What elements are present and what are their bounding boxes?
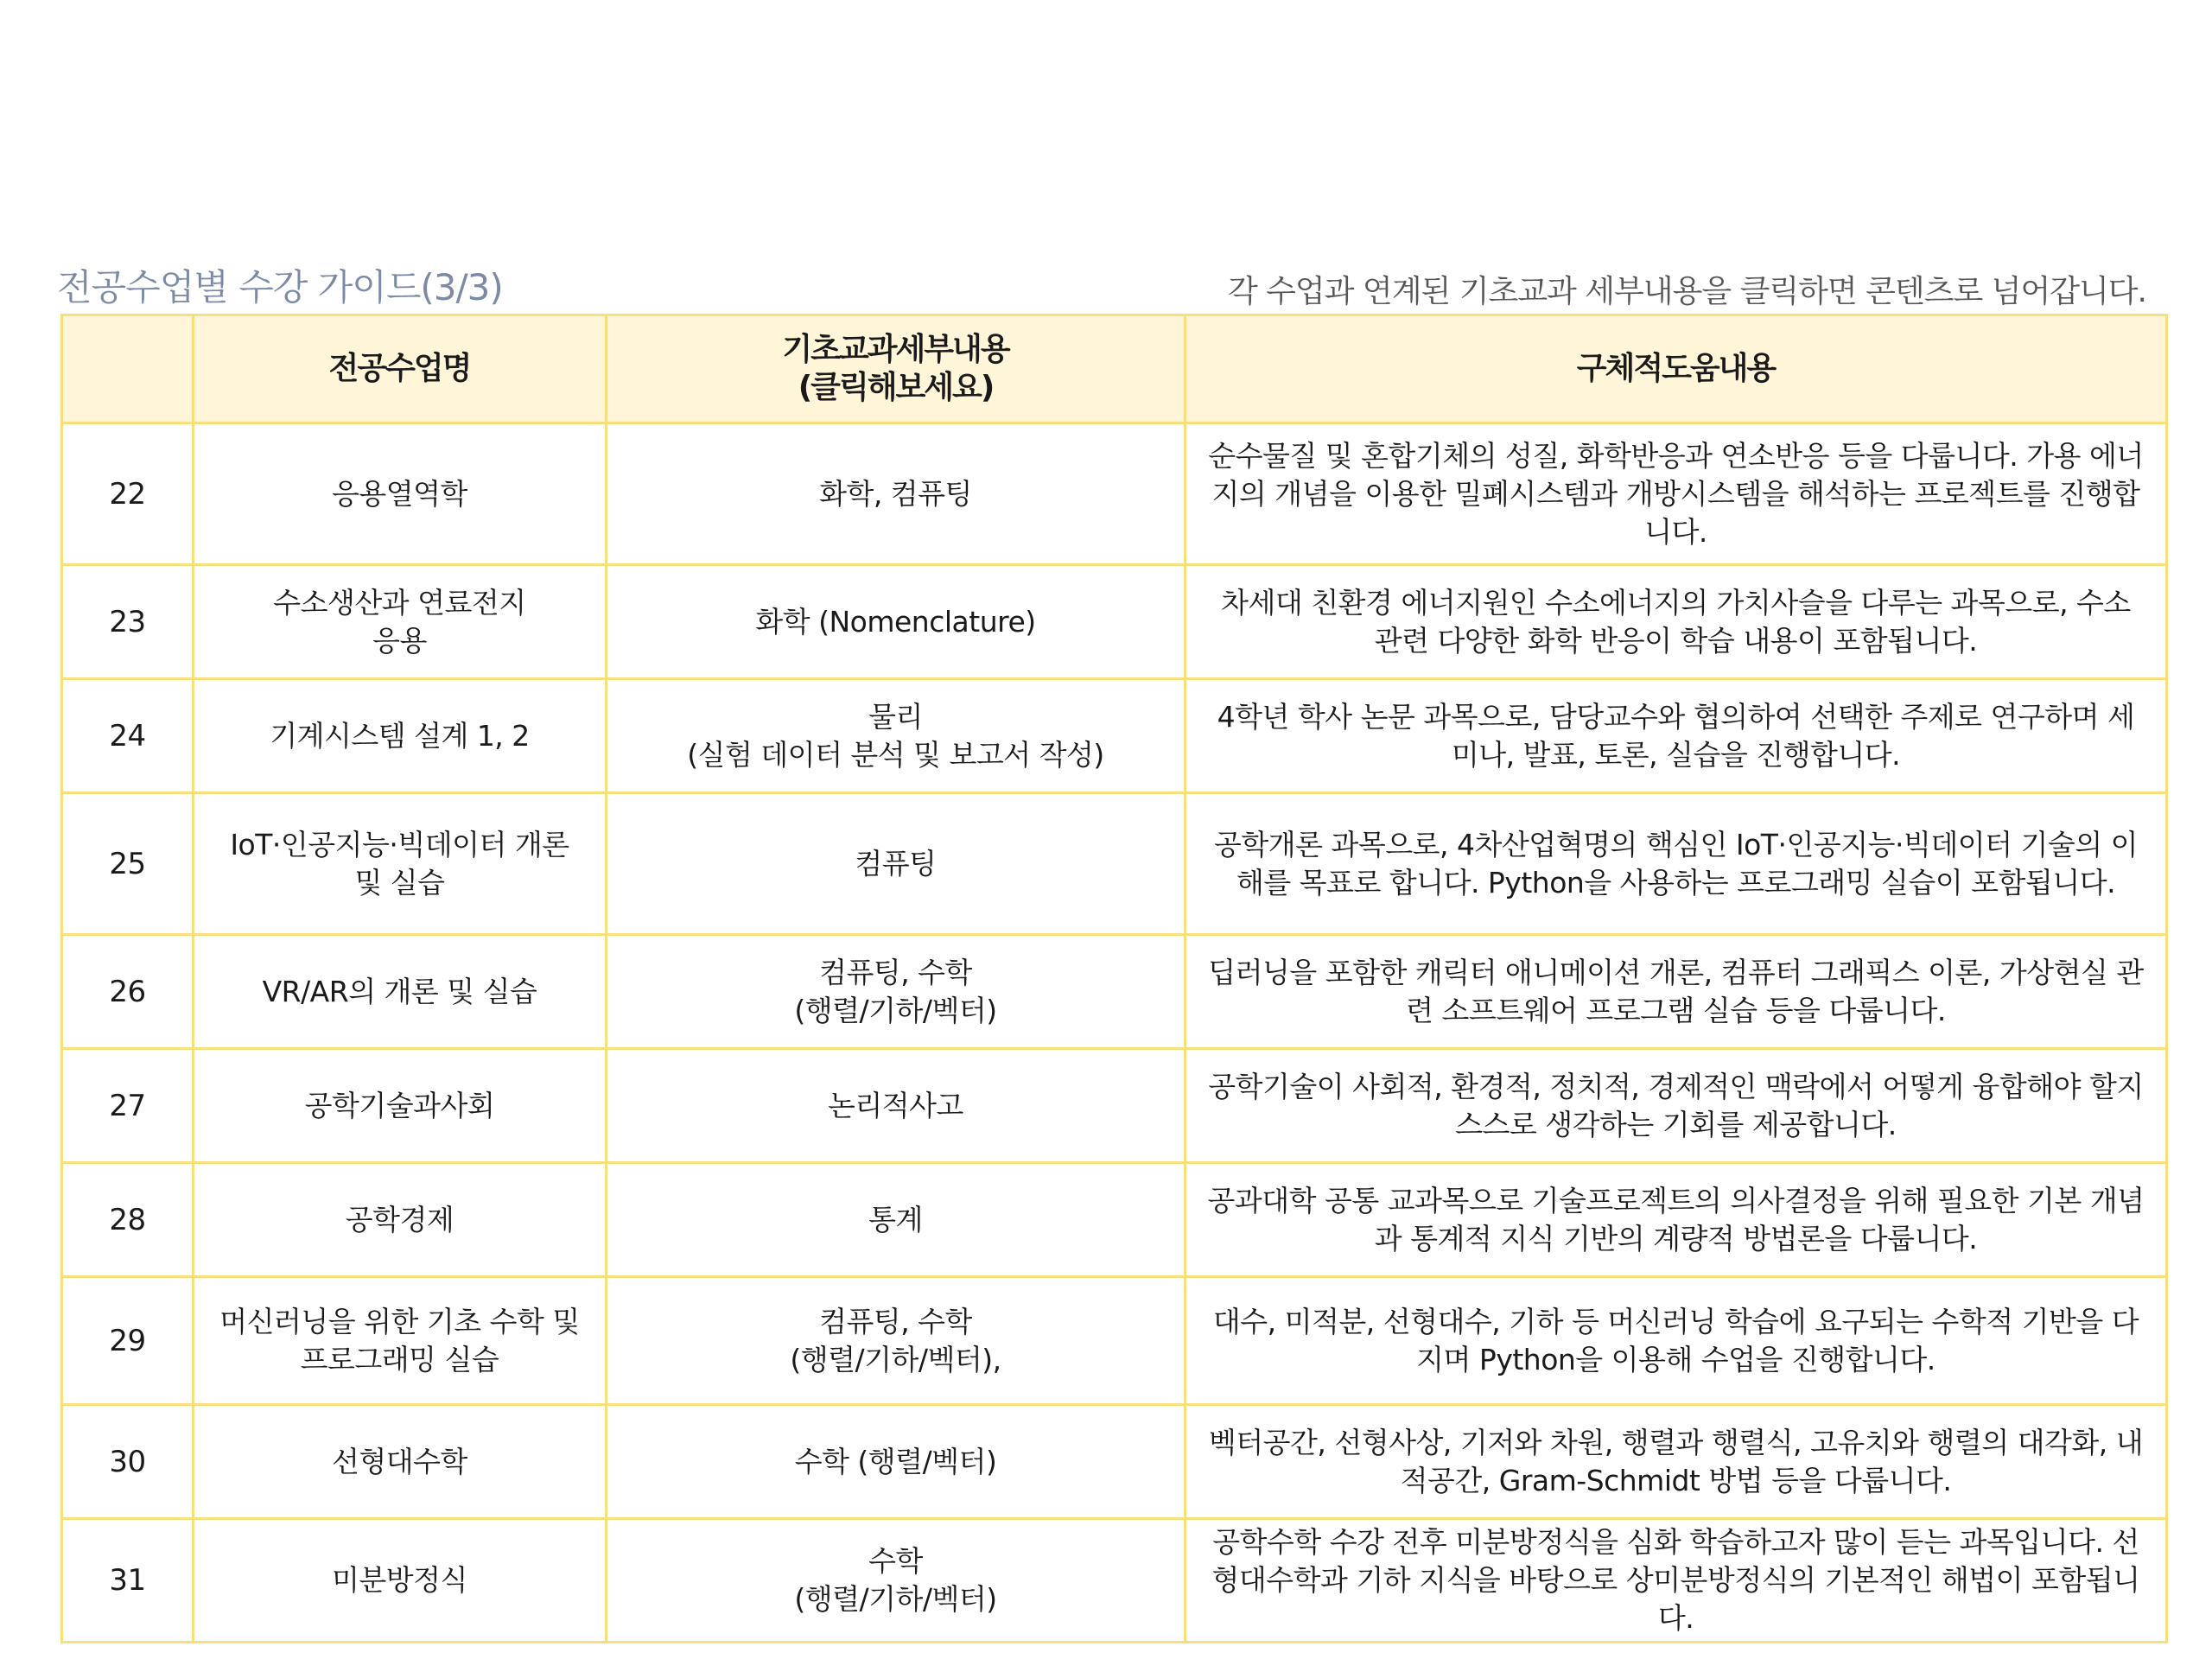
description: 대수, 미적분, 선형대수, 기하 등 머신러닝 학습에 요구되는 수학적 기반을 다지며 Python을 이용해 수업을 진행합니다. [1185,1277,2167,1405]
table-row [62,1405,2167,1519]
course-name: IoT·인공지능·빅데이터 개론 및 실습 [194,793,607,935]
basic-subject-link[interactable]: 수학 (행렬/벡터) [794,1444,997,1478]
page-title: 전공수업별 수강 가이드(3/3) [57,266,503,308]
description: 공과대학 공통 교과목으로 기술프로젝트의 의사결정을 위해 필요한 기본 개념과 통계적 지식 기반의 계량적 방법론을 다룹니다. [1185,1163,2167,1277]
course-name: VR/AR의 개론 및 실습 [194,935,607,1049]
table-row [62,1519,2167,1643]
row-number: 26 [62,935,194,1049]
header-number [62,315,194,423]
basic-subject-cell [607,679,1185,793]
basic-subject-cell [607,1405,1185,1519]
table-body [62,423,2167,1643]
basic-subject-link[interactable]: 화학 (Nomenclature) [755,604,1036,639]
table-row [62,423,2167,565]
basic-subject-cell [607,1049,1185,1163]
row-number: 30 [62,1405,194,1519]
basic-subject-link[interactable]: 화학, 컴퓨팅 [819,476,972,511]
basic-subject-link[interactable]: 수학 (행렬/기하/벡터) [794,1544,997,1616]
table-header-row [62,315,2167,423]
table-row [62,1163,2167,1277]
description: 차세대 친환경 에너지원인 수소에너지의 가치사슬을 다루는 과목으로, 수소 관련 다양한 화학 반응이 학습 내용이 포함됩니다. [1185,565,2167,679]
basic-subject-cell [607,793,1185,935]
description: 공학수학 수강 전후 미분방정식을 심화 학습하고자 많이 듣는 과목입니다. 선형대수학과 기하 지식을 바탕으로 상미분방정식의 기본적인 해법이 포함됩니다. [1185,1519,2167,1643]
basic-subject-cell [607,1519,1185,1643]
description: 공학개론 과목으로, 4차산업혁명의 핵심인 IoT·인공지능·빅데이터 기술의 이해를 목표로 합니다. Python을 사용하는 프로그래밍 실습이 포함됩니다. [1185,793,2167,935]
basic-subject-link[interactable]: 컴퓨팅, 수학 (행렬/기하/벡터), [790,1304,1001,1376]
basic-subject-link[interactable]: 컴퓨팅, 수학 (행렬/기하/벡터) [794,955,997,1027]
course-name: 미분방정식 [194,1519,607,1643]
table-row [62,1049,2167,1163]
table-row [62,679,2167,793]
course-name: 공학경제 [194,1163,607,1277]
course-name: 수소생산과 연료전지 응용 [194,565,607,679]
course-name: 선형대수학 [194,1405,607,1519]
basic-subject-cell [607,1163,1185,1277]
table-row [62,565,2167,679]
description: 벡터공간, 선형사상, 기저와 차원, 행렬과 행렬식, 고유치와 행렬의 대각화, 내적공간, Gram-Schmidt 방법 등을 다룹니다. [1185,1405,2167,1519]
description: 4학년 학사 논문 과목으로, 담당교수와 협의하여 선택한 주제로 연구하며 세미나, 발표, 토론, 실습을 진행합니다. [1185,679,2167,793]
row-number: 29 [62,1277,194,1405]
course-name: 기계시스템 설계 1, 2 [194,679,607,793]
row-number: 25 [62,793,194,935]
row-number: 24 [62,679,194,793]
row-number: 27 [62,1049,194,1163]
course-name: 머신러닝을 위한 기초 수학 및 프로그래밍 실습 [194,1277,607,1405]
header-basic-subject: 기초교과세부내용 (클릭해보세요) [607,315,1185,423]
basic-subject-link[interactable]: 물리 (실험 데이터 분석 및 보고서 작성) [687,699,1104,772]
table-row [62,793,2167,935]
row-number: 22 [62,423,194,565]
header-course-name: 전공수업명 [194,315,607,423]
description: 순수물질 및 혼합기체의 성질, 화학반응과 연소반응 등을 다룹니다. 가용 에너지의 개념을 이용한 밀폐시스템과 개방시스템을 해석하는 프로젝트를 진행합니다. [1185,423,2167,565]
description: 딥러닝을 포함한 캐릭터 애니메이션 개론, 컴퓨터 그래픽스 이론, 가상현실 관련 소프트웨어 프로그램 실습 등을 다룹니다. [1185,935,2167,1049]
course-name: 공학기술과사회 [194,1049,607,1163]
page-subtitle: 각 수업과 연계된 기초교과 세부내용을 클릭하면 콘텐츠로 넘어갑니다. [1227,274,2146,309]
basic-subject-cell [607,565,1185,679]
basic-subject-link[interactable]: 논리적사고 [828,1088,963,1122]
table-row [62,935,2167,1049]
basic-subject-cell [607,423,1185,565]
description: 공학기술이 사회적, 환경적, 정치적, 경제적인 맥락에서 어떻게 융합해야 할지 스스로 생각하는 기회를 제공합니다. [1185,1049,2167,1163]
basic-subject-link[interactable]: 컴퓨팅 [855,846,937,880]
basic-subject-cell [607,1277,1185,1405]
header-description: 구체적도움내용 [1185,315,2167,423]
basic-subject-cell [607,935,1185,1049]
course-guide-table [60,314,2168,1643]
table-row [62,1277,2167,1405]
course-name: 응용열역학 [194,423,607,565]
row-number: 28 [62,1163,194,1277]
row-number: 23 [62,565,194,679]
row-number: 31 [62,1519,194,1643]
basic-subject-link[interactable]: 통계 [868,1202,923,1236]
